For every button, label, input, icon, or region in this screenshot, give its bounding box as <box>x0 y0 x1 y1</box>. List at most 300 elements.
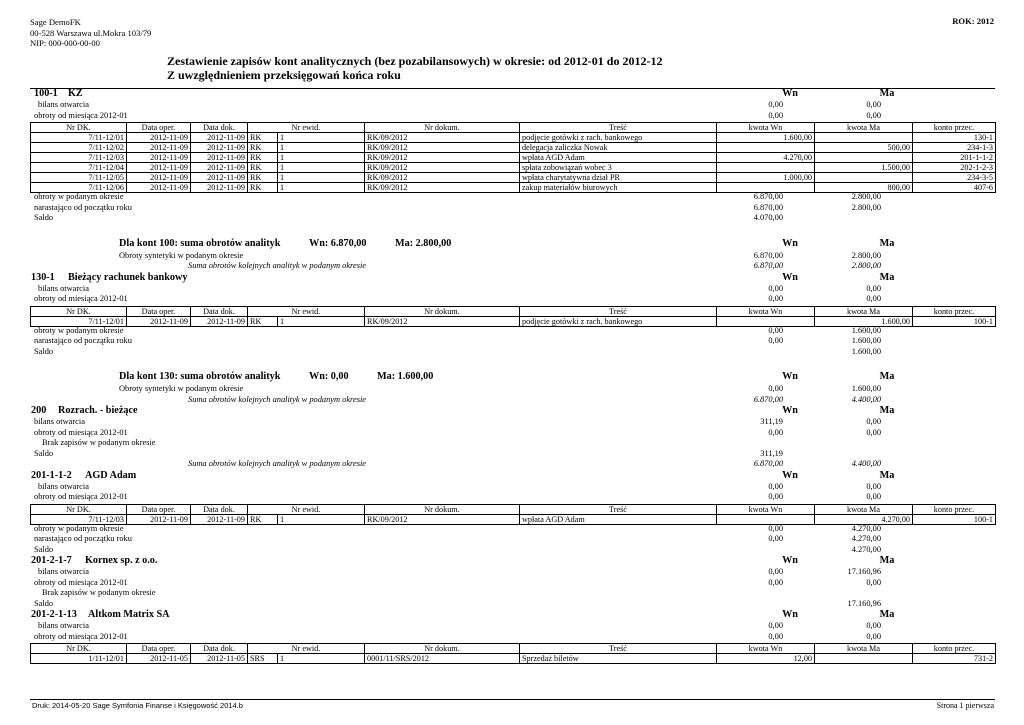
cell-tresc: Sprzedaż biletów <box>520 654 717 664</box>
opening-balance-label: bilans otwarcia <box>34 417 85 426</box>
cell-data-oper: 2012-11-09 <box>127 153 191 163</box>
analytic-sum-ma: 2.800,00 <box>851 261 881 270</box>
ma-header: Ma <box>879 609 895 620</box>
no-entries-row <box>30 589 995 600</box>
cell-journal: RK <box>248 143 278 153</box>
table-row <box>31 133 996 143</box>
account-code: 201-2-1-13 <box>31 609 77 620</box>
turnover-from-month-wn: 0,00 <box>768 492 783 501</box>
cell-kwota-ma: 1.600,00 <box>815 316 913 326</box>
cell-kwota-ma <box>815 133 913 143</box>
cell-nr-dk: 7/11-12/03 <box>31 514 127 524</box>
cell-journal: RK <box>248 514 278 524</box>
account-header <box>30 406 995 418</box>
footer-rule <box>30 699 995 700</box>
cell-kwota-wn <box>717 316 815 326</box>
account-code: 201-1-1-2 <box>31 469 72 481</box>
period-turnover-ma: 1.600,00 <box>851 325 881 335</box>
period-turnover-label: obroty w podanym okresie <box>34 325 124 335</box>
col-data-dok: Data dok. <box>191 504 248 514</box>
cell-nr-dokum: 0001/11/SRS/2012 <box>365 654 520 664</box>
cell-data-oper: 2012-11-09 <box>127 133 191 143</box>
page-number: Strona 1 pierwsza <box>936 701 994 710</box>
col-nr-ewid: Nr ewid. <box>248 306 365 316</box>
opening-balance-row <box>30 622 995 633</box>
report-body <box>30 89 995 664</box>
synthetic-turnover-wn: 6.870,00 <box>753 250 783 260</box>
balance-row <box>30 546 995 557</box>
analytic-sum-row <box>30 262 995 273</box>
balance-row <box>30 348 995 359</box>
table-header-row <box>31 644 996 654</box>
turnover-from-month-ma: 0,00 <box>866 427 881 437</box>
cell-kwota-ma <box>815 654 913 664</box>
cell-nr-dokum: RK/09/2012 <box>365 133 520 143</box>
company-nip: NIP: 000-000-00-00 <box>30 38 100 48</box>
col-konto-przec: konto przec. <box>913 504 996 514</box>
cell-nr-ewid: 1 <box>278 143 365 153</box>
turnover-from-month-row <box>30 429 995 440</box>
cumulative-row <box>30 204 995 215</box>
cell-tresc: wpłata charytatywna dział PR <box>520 173 717 183</box>
account-name: Altkom Matrix SA <box>88 609 170 620</box>
no-entries-label: Brak zapisów w podanym okresie <box>42 438 156 447</box>
cumulative-ma: 4.270,00 <box>851 534 881 543</box>
cell-konto-przec: 731-2 <box>913 654 996 664</box>
synthetic-turnover-label: Obroty syntetyki w podanym okresie <box>119 250 244 260</box>
cell-data-oper: 2012-11-09 <box>127 514 191 524</box>
wn-header: Wn <box>782 237 798 249</box>
summary-wn-total: Wn: 6.870,00 <box>309 237 367 249</box>
opening-balance-wn: 0,00 <box>768 100 783 109</box>
cell-kwota-ma: 4.270,00 <box>815 514 913 524</box>
cell-kwota-ma <box>815 173 913 183</box>
cell-konto-przec: 201-1-1-2 <box>913 153 996 163</box>
period-turnover-wn: 6.870,00 <box>753 192 783 201</box>
cumulative-row <box>30 535 995 546</box>
period-turnover-ma: 2.800,00 <box>851 192 881 201</box>
cell-kwota-wn: 1.000,00 <box>717 173 815 183</box>
account-name: Rozrach. - bieżące <box>58 405 138 416</box>
wn-header: Wn <box>782 88 798 99</box>
cell-data-oper: 2012-11-05 <box>127 654 191 664</box>
period-turnover-label: obroty w podanym okresie <box>34 192 124 201</box>
account-code: 130-1 <box>31 271 55 283</box>
ma-header: Ma <box>879 371 895 382</box>
col-konto-przec: konto przec. <box>913 123 996 133</box>
analytic-sum-wn: 6.870,00 <box>753 394 783 404</box>
cell-kwota-wn: 12,00 <box>717 654 815 664</box>
cell-nr-dk: 7/11-12/01 <box>31 133 127 143</box>
cell-nr-dk: 7/11-12/04 <box>31 163 127 173</box>
opening-balance-row <box>30 418 995 429</box>
synthetic-turnover-row <box>30 385 995 396</box>
col-kwota-wn: kwota Wn <box>717 504 815 514</box>
cumulative-ma: 2.800,00 <box>851 202 881 212</box>
turnover-from-month-ma: 0,00 <box>866 294 881 303</box>
turnover-from-month-ma: 0,00 <box>866 631 881 641</box>
cell-nr-ewid: 1 <box>278 183 365 193</box>
col-data-oper: Data oper. <box>127 123 191 133</box>
cell-tresc: podjęcie gotówki z rach. bankowego <box>520 316 717 326</box>
analytic-sum-label: Suma obrotów kolejnych analityk w podanym okresie <box>188 394 367 404</box>
period-turnover-wn: 0,00 <box>768 523 783 533</box>
turnover-from-month-row <box>30 493 995 504</box>
spacer <box>30 358 995 372</box>
entries-table <box>30 504 996 525</box>
balance-row <box>30 600 995 611</box>
cumulative-row <box>30 337 995 348</box>
balance-row <box>30 450 995 461</box>
company-info <box>30 17 151 49</box>
cell-nr-dk: 7/11-12/03 <box>31 153 127 163</box>
analytic-sum-ma: 4.400,00 <box>851 394 881 404</box>
wn-header: Wn <box>782 555 798 566</box>
cell-kwota-wn: 4.270,00 <box>717 153 815 163</box>
table-row <box>31 183 996 193</box>
cell-data-oper: 2012-11-09 <box>127 316 191 326</box>
analytic-sum-ma: 4.400,00 <box>851 459 881 468</box>
ma-header: Ma <box>879 469 895 481</box>
cell-kwota-ma <box>815 153 913 163</box>
turnover-from-month-row <box>30 633 995 644</box>
opening-balance-wn: 0,00 <box>768 621 783 630</box>
col-data-oper: Data oper. <box>127 504 191 514</box>
analytic-sum-row <box>30 460 995 471</box>
company-name: Sage DemoFK <box>30 17 81 27</box>
account-header <box>30 89 995 101</box>
cell-nr-dk: 7/11-12/01 <box>31 316 127 326</box>
cell-tresc: spłata zobowiązań wobec 3 <box>520 163 717 173</box>
cumulative-wn: 6.870,00 <box>753 202 783 212</box>
col-nr-ewid: Nr ewid. <box>248 644 365 654</box>
opening-balance-ma: 0,00 <box>866 283 881 293</box>
spacer <box>30 225 995 239</box>
entries-table <box>30 643 996 664</box>
cell-data-dok: 2012-11-09 <box>191 163 248 173</box>
no-entries-label: Brak zapisów w podanym okresie <box>42 588 156 597</box>
cell-data-dok: 2012-11-09 <box>191 316 248 326</box>
table-row <box>31 654 996 664</box>
cell-nr-dk: 7/11-12/06 <box>31 183 127 193</box>
table-row <box>31 143 996 153</box>
summary-title: Dla kont 100: suma obrotów analityk <box>119 237 281 249</box>
cell-tresc: wpłata AGD Adam <box>520 153 717 163</box>
cell-data-oper: 2012-11-09 <box>127 183 191 193</box>
cell-konto-przec: 100-1 <box>913 316 996 326</box>
turnover-from-month-label: obroty od miesiąca 2012-01 <box>34 294 128 303</box>
cell-journal: RK <box>248 153 278 163</box>
cell-tresc: wpłata AGD Adam <box>520 514 717 524</box>
analytic-sum-row <box>30 396 995 407</box>
wn-header: Wn <box>782 469 798 481</box>
cell-kwota-ma: 1.500,00 <box>815 163 913 173</box>
opening-balance-ma: 0,00 <box>866 100 881 109</box>
turnover-from-month-wn: 0,00 <box>768 631 783 641</box>
ma-header: Ma <box>879 555 895 566</box>
ma-header: Ma <box>879 237 895 249</box>
cell-data-dok: 2012-11-09 <box>191 153 248 163</box>
cell-nr-dk: 1/11-12/01 <box>31 654 127 664</box>
summary-ma-total: Ma: 1.600,00 <box>377 371 434 382</box>
cell-journal: RK <box>248 133 278 143</box>
turnover-from-month-label: obroty od miesiąca 2012-01 <box>34 631 128 641</box>
cell-kwota-ma: 500,00 <box>815 143 913 153</box>
balance-label: Saldo <box>34 448 54 458</box>
balance-label: Saldo <box>34 544 54 554</box>
turnover-from-month-label: obroty od miesiąca 2012-01 <box>34 577 128 587</box>
cell-nr-ewid: 1 <box>278 173 365 183</box>
opening-balance-row <box>30 483 995 494</box>
cell-nr-ewid: 1 <box>278 654 365 664</box>
cell-nr-dk: 7/11-12/02 <box>31 143 127 153</box>
cumulative-ma: 1.600,00 <box>851 336 881 345</box>
analytic-sum-wn: 6.870,00 <box>753 459 783 468</box>
period-turnover-wn: 0,00 <box>768 325 783 335</box>
cell-data-oper: 2012-11-09 <box>127 173 191 183</box>
account-header <box>30 610 995 622</box>
turnover-from-month-label: obroty od miesiąca 2012-01 <box>34 110 128 120</box>
cell-journal: RK <box>248 316 278 326</box>
cell-nr-dokum: RK/09/2012 <box>365 163 520 173</box>
account-header <box>30 471 995 483</box>
summary-wn-total: Wn: 0,00 <box>309 371 349 382</box>
opening-balance-ma: 0,00 <box>866 417 881 426</box>
turnover-from-month-label: obroty od miesiąca 2012-01 <box>34 427 128 437</box>
ma-header: Ma <box>879 405 895 416</box>
col-kwota-wn: kwota Wn <box>717 123 815 133</box>
wn-header: Wn <box>782 405 798 416</box>
account-name: Bieżący rachunek bankowy <box>68 271 188 283</box>
turnover-from-month-ma: 0,00 <box>866 577 881 587</box>
cell-journal: RK <box>248 163 278 173</box>
col-tresc: Treść <box>520 644 717 654</box>
account-code: 100-1 <box>34 88 58 99</box>
col-kwota-ma: kwota Ma <box>815 644 913 654</box>
opening-balance-ma: 17.160,96 <box>847 567 881 576</box>
cell-nr-dokum: RK/09/2012 <box>365 514 520 524</box>
turnover-from-month-row <box>30 112 995 123</box>
cell-journal: RK <box>248 183 278 193</box>
opening-balance-wn: 0,00 <box>768 481 783 491</box>
col-nr-dokum: Nr dokum. <box>365 123 520 133</box>
cell-kwota-wn <box>717 514 815 524</box>
entries-table <box>30 122 996 193</box>
opening-balance-wn: 311,19 <box>760 417 783 426</box>
col-konto-przec: konto przec. <box>913 644 996 654</box>
col-kwota-wn: kwota Wn <box>717 306 815 316</box>
synthetic-turnover-ma: 1.600,00 <box>851 384 881 393</box>
cell-nr-dokum: RK/09/2012 <box>365 143 520 153</box>
cell-nr-ewid: 1 <box>278 153 365 163</box>
cell-tresc: delegacja zaliczka Nowak <box>520 143 717 153</box>
account-name: KZ <box>68 88 83 99</box>
wn-header: Wn <box>782 271 798 283</box>
cell-nr-dokum: RK/09/2012 <box>365 153 520 163</box>
balance-row <box>30 214 995 225</box>
cell-kwota-wn: 1.600,00 <box>717 133 815 143</box>
cell-konto-przec: 100-1 <box>913 514 996 524</box>
col-konto-przec: konto przec. <box>913 306 996 316</box>
turnover-from-month-label: obroty od miesiąca 2012-01 <box>34 492 128 501</box>
cell-data-dok: 2012-11-09 <box>191 133 248 143</box>
opening-balance-wn: 0,00 <box>768 283 783 293</box>
account-code: 201-2-1-7 <box>31 555 72 566</box>
period-turnover-row <box>30 193 995 204</box>
synthetic-turnover-label: Obroty syntetyki w podanym okresie <box>119 384 244 393</box>
opening-balance-row <box>30 101 995 112</box>
account-name: Kornex sp. z o.o. <box>85 555 158 566</box>
analytic-sum-label: Suma obrotów kolejnych analityk w podanym okresie <box>188 261 367 270</box>
analytic-sum-label: Suma obrotów kolejnych analityk w podanym okresie <box>188 459 367 468</box>
account-header <box>30 273 995 285</box>
balance-ma: 1.600,00 <box>851 346 881 356</box>
summary-title: Dla kont 130: suma obrotów analityk <box>119 371 281 382</box>
summary-ma-total: Ma: 2.800,00 <box>395 237 452 249</box>
turnover-from-month-wn: 0,00 <box>768 427 783 437</box>
opening-balance-label: bilans otwarcia <box>38 621 89 630</box>
cell-kwota-ma: 800,00 <box>815 183 913 193</box>
col-nr-ewid: Nr ewid. <box>248 123 365 133</box>
table-row <box>31 163 996 173</box>
ma-header: Ma <box>879 88 895 99</box>
turnover-from-month-wn: 0,00 <box>768 577 783 587</box>
balance-ma: 4.270,00 <box>851 544 881 554</box>
col-kwota-wn: kwota Wn <box>717 644 815 654</box>
col-tresc: Treść <box>520 504 717 514</box>
table-row <box>31 153 996 163</box>
col-nr-dokum: Nr dokum. <box>365 644 520 654</box>
cell-nr-dokum: RK/09/2012 <box>365 316 520 326</box>
turnover-from-month-row <box>30 579 995 590</box>
cell-konto-przec: 407-6 <box>913 183 996 193</box>
cell-nr-ewid: 1 <box>278 133 365 143</box>
synthetic-turnover-ma: 2.800,00 <box>851 250 881 260</box>
table-row <box>31 173 996 183</box>
analytic-sum-wn: 6.870,00 <box>753 261 783 270</box>
opening-balance-wn: 0,00 <box>768 567 783 576</box>
turnover-from-month-row <box>30 295 995 306</box>
cell-kwota-wn <box>717 143 815 153</box>
opening-balance-label: bilans otwarcia <box>38 283 89 293</box>
col-nr-dk: Nr DK. <box>31 644 127 654</box>
report-title-line1: Zestawienie zapisów kont analitycznych (bez pozabilansowych) w okresie: od 2012-01 do 2012-12 <box>167 54 663 68</box>
period-turnover-label: obroty w podanym okresie <box>34 523 124 533</box>
col-nr-dokum: Nr dokum. <box>365 306 520 316</box>
col-data-oper: Data oper. <box>127 644 191 654</box>
balance-label: Saldo <box>34 598 54 608</box>
no-entries-row <box>30 439 995 450</box>
cumulative-wn: 0,00 <box>768 336 783 345</box>
cell-nr-dokum: RK/09/2012 <box>365 173 520 183</box>
col-kwota-ma: kwota Ma <box>815 306 913 316</box>
cell-konto-przec: 234-1-3 <box>913 143 996 153</box>
cumulative-wn: 0,00 <box>768 534 783 543</box>
wn-header: Wn <box>782 609 798 620</box>
period-turnover-row <box>30 525 995 536</box>
cell-data-dok: 2012-11-09 <box>191 143 248 153</box>
balance-ma: 17.160,96 <box>847 598 881 608</box>
report-title-line2: Z uwzględnieniem przeksięgowań końca roku <box>167 68 401 82</box>
cell-data-oper: 2012-11-09 <box>127 143 191 153</box>
balance-wn: 311,19 <box>760 448 783 458</box>
cell-data-dok: 2012-11-09 <box>191 514 248 524</box>
wn-header: Wn <box>782 371 798 382</box>
report-title <box>167 54 662 82</box>
cell-nr-dokum: RK/09/2012 <box>365 183 520 193</box>
cell-data-dok: 2012-11-09 <box>191 173 248 183</box>
col-nr-ewid: Nr ewid. <box>248 504 365 514</box>
cell-tresc: zakup materiałów biurowych <box>520 183 717 193</box>
cell-kwota-wn <box>717 183 815 193</box>
cell-konto-przec: 234-3-5 <box>913 173 996 183</box>
col-nr-dk: Nr DK. <box>31 123 127 133</box>
table-header-row <box>31 306 996 316</box>
account-name: AGD Adam <box>85 469 137 481</box>
table-header-row <box>31 123 996 133</box>
col-data-dok: Data dok. <box>191 644 248 654</box>
cell-nr-ewid: 1 <box>278 316 365 326</box>
cell-nr-dk: 7/11-12/05 <box>31 173 127 183</box>
summary-header <box>30 239 995 252</box>
cell-journal: RK <box>248 173 278 183</box>
opening-balance-label: bilans otwarcia <box>38 100 89 109</box>
balance-label: Saldo <box>34 213 54 222</box>
opening-balance-ma: 0,00 <box>866 481 881 491</box>
cumulative-label: narastająco od początku roku <box>34 202 132 212</box>
cell-konto-przec: 202-1-2-3 <box>913 163 996 173</box>
turnover-from-month-ma: 0,00 <box>866 492 881 501</box>
cell-kwota-wn <box>717 163 815 173</box>
col-nr-dk: Nr DK. <box>31 306 127 316</box>
synthetic-turnover-row <box>30 252 995 263</box>
table-header-row <box>31 504 996 514</box>
cell-data-oper: 2012-11-09 <box>127 163 191 173</box>
cumulative-label: narastająco od początku roku <box>34 534 132 543</box>
table-row <box>31 514 996 524</box>
account-code: 200 <box>31 405 47 416</box>
synthetic-turnover-wn: 0,00 <box>768 384 783 393</box>
turnover-from-month-wn: 0,00 <box>768 294 783 303</box>
cell-nr-ewid: 1 <box>278 163 365 173</box>
turnover-from-month-wn: 0,00 <box>768 110 783 120</box>
col-nr-dokum: Nr dokum. <box>365 504 520 514</box>
col-tresc: Treść <box>520 123 717 133</box>
balance-wn: 4.070,00 <box>753 213 783 222</box>
balance-label: Saldo <box>34 346 54 356</box>
opening-balance-row <box>30 285 995 296</box>
cell-data-dok: 2012-11-05 <box>191 654 248 664</box>
cumulative-label: narastająco od początku roku <box>34 336 132 345</box>
cell-tresc: podjęcie gotówki z rach. bankowego <box>520 133 717 143</box>
company-address: 00-528 Warszawa ul.Mokra 103/79 <box>30 27 152 38</box>
period-turnover-ma: 4.270,00 <box>851 523 881 533</box>
col-kwota-ma: kwota Ma <box>815 123 913 133</box>
cell-konto-przec: 130-1 <box>913 133 996 143</box>
col-nr-dk: Nr DK. <box>31 504 127 514</box>
print-info: Druk: 2014-05-20 Sage Symfonia Finanse i Księgowość 2014.b <box>32 701 243 710</box>
opening-balance-label: bilans otwarcia <box>38 567 89 576</box>
turnover-from-month-ma: 0,00 <box>866 110 881 120</box>
report-year: ROK: 2012 <box>952 16 994 26</box>
col-tresc: Treść <box>520 306 717 316</box>
col-data-oper: Data oper. <box>127 306 191 316</box>
col-data-dok: Data dok. <box>191 123 248 133</box>
opening-balance-ma: 0,00 <box>866 621 881 630</box>
col-data-dok: Data dok. <box>191 306 248 316</box>
col-kwota-ma: kwota Ma <box>815 504 913 514</box>
ma-header: Ma <box>879 271 895 283</box>
